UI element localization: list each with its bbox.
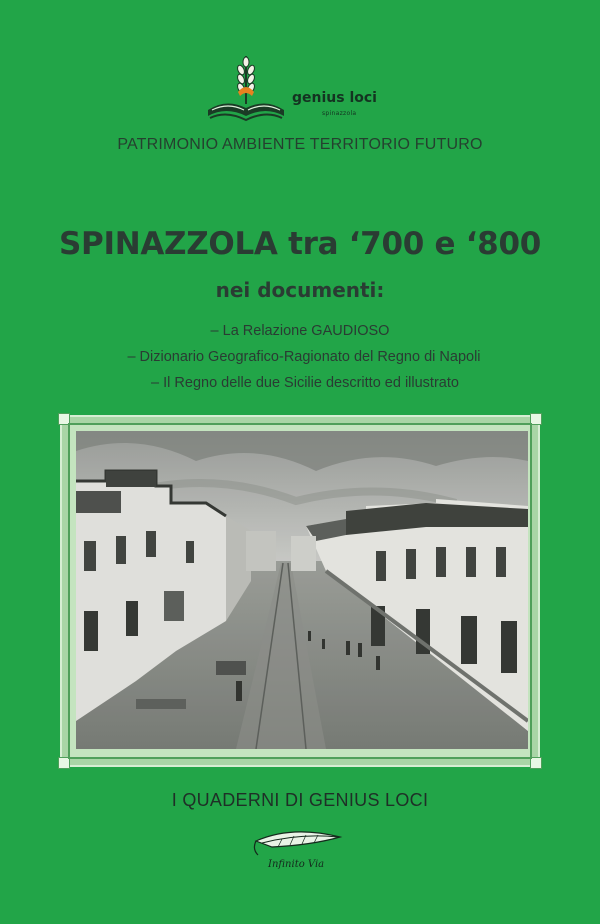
document-item: – La Relazione GAUDIOSO [210,323,390,339]
document-item: – Il Regno delle due Sicilie descritto ed illustrato [151,375,459,391]
photo-frame [60,415,540,767]
logo-subtitle: spinazzola [322,110,357,117]
feather-icon [252,823,352,859]
photo-frame-inner [68,423,532,759]
book-title: SPINAZZOLA tra ‘700 e ‘800 [59,226,541,262]
book-subtitle: nei documenti: [215,278,385,302]
historic-street-photo [76,431,528,749]
publisher-logo [252,823,352,883]
publisher-name: Infinito Via [268,859,325,870]
documents-list [0,318,600,396]
street-scene-illustration [76,431,528,749]
logo-name: genius loci [292,90,377,106]
tagline: PATRIMONIO AMBIENTE TERRITORIO FUTURO [117,136,483,153]
wheat-book-icon [204,52,288,128]
document-item: – Dizionario Geografico-Ragionato del Regno di Napoli [127,349,481,365]
series-name: I QUADERNI DI GENIUS LOCI [171,790,429,810]
genius-loci-logo [200,50,400,130]
